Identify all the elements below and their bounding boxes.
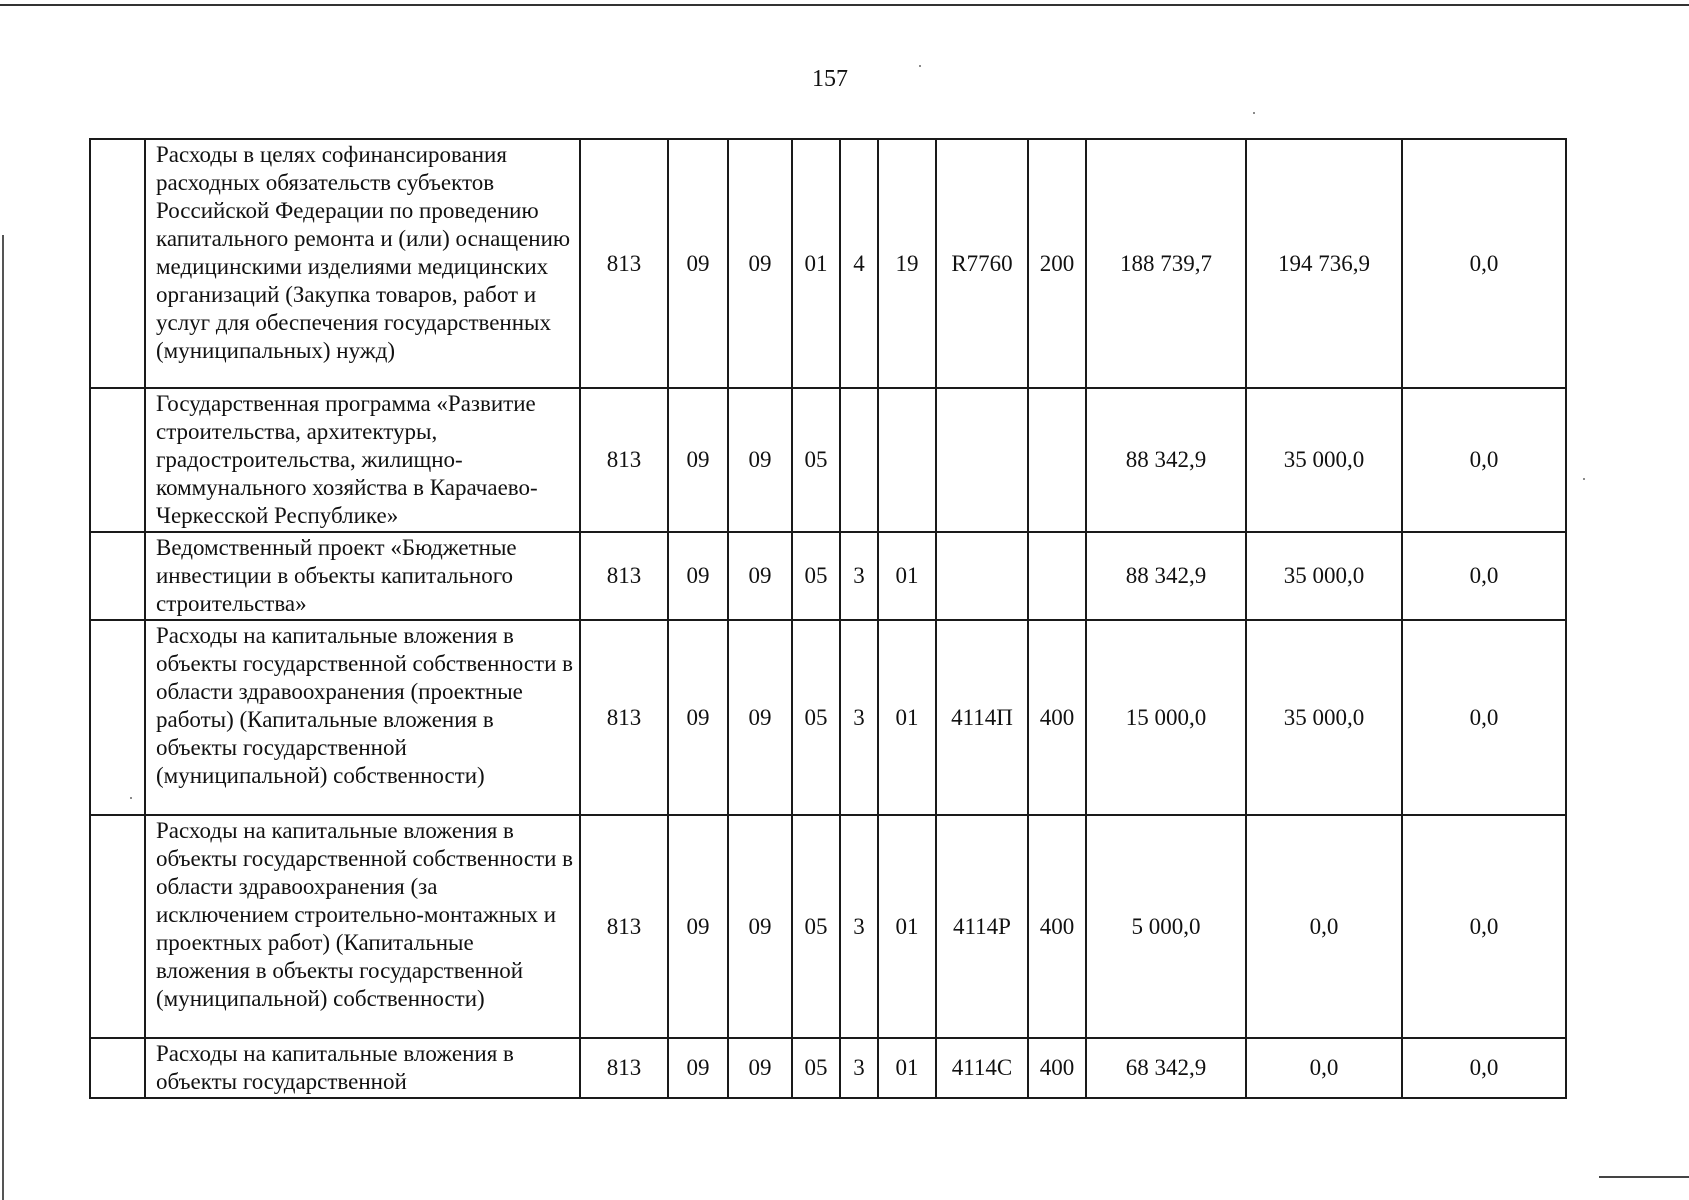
cell-program: 05 — [792, 1038, 840, 1098]
cell-program: 05 — [792, 388, 840, 532]
cell-ministry-code: 813 — [580, 815, 668, 1038]
cell-amount-3: 0,0 — [1402, 620, 1566, 815]
cell-direction: 4114С — [936, 1038, 1028, 1098]
cell-project — [878, 388, 936, 532]
expense-name: Расходы на капитальные вложения в объекты государственной — [145, 1038, 580, 1098]
cell-amount-1: 88 342,9 — [1086, 388, 1246, 532]
cell-section: 09 — [668, 388, 728, 532]
cell-amount-2: 194 736,9 — [1246, 139, 1402, 388]
cell-amount-3: 0,0 — [1402, 815, 1566, 1038]
table-row — [90, 815, 1566, 1038]
table-row — [90, 532, 1566, 620]
budget-table — [89, 138, 1567, 1099]
cell-section: 09 — [668, 532, 728, 620]
cell-program: 01 — [792, 139, 840, 388]
scan-edge-bottom-right — [1599, 1176, 1689, 1178]
cell-amount-2: 35 000,0 — [1246, 388, 1402, 532]
cell-subsection: 09 — [728, 1038, 792, 1098]
cell-amount-1: 188 739,7 — [1086, 139, 1246, 388]
cell-amount-3: 0,0 — [1402, 1038, 1566, 1098]
cell-expense-type: 400 — [1028, 1038, 1086, 1098]
row-number-cell — [90, 815, 145, 1038]
cell-project: 01 — [878, 1038, 936, 1098]
cell-ministry-code: 813 — [580, 620, 668, 815]
expense-name: Государственная программа «Развитие строительства, архитектуры, градостроительства, жилищно-коммунального хозяйства в Карачаево-Черкесской Республике» — [145, 388, 580, 532]
scan-speck — [919, 65, 921, 67]
scan-speck — [1583, 478, 1585, 480]
row-number-cell — [90, 139, 145, 388]
cell-expense-type — [1028, 388, 1086, 532]
cell-section: 09 — [668, 815, 728, 1038]
cell-section: 09 — [668, 139, 728, 388]
cell-direction — [936, 532, 1028, 620]
cell-direction — [936, 388, 1028, 532]
table-row — [90, 620, 1566, 815]
cell-amount-1: 5 000,0 — [1086, 815, 1246, 1038]
cell-amount-2: 35 000,0 — [1246, 532, 1402, 620]
cell-amount-1: 68 342,9 — [1086, 1038, 1246, 1098]
cell-section: 09 — [668, 1038, 728, 1098]
cell-program: 05 — [792, 620, 840, 815]
row-number-cell — [90, 620, 145, 815]
scan-speck — [1253, 112, 1255, 114]
row-number-cell — [90, 1038, 145, 1098]
cell-amount-1: 88 342,9 — [1086, 532, 1246, 620]
cell-ministry-code: 813 — [580, 139, 668, 388]
cell-program-type: 3 — [840, 1038, 878, 1098]
scan-edge-top — [0, 4, 1689, 6]
cell-subsection: 09 — [728, 620, 792, 815]
expense-name: Ведомственный проект «Бюджетные инвестиции в объекты капитального строительства» — [145, 532, 580, 620]
row-number-cell — [90, 532, 145, 620]
row-number-cell — [90, 388, 145, 532]
cell-subsection: 09 — [728, 388, 792, 532]
cell-direction: 4114Р — [936, 815, 1028, 1038]
cell-program-type: 3 — [840, 532, 878, 620]
cell-expense-type — [1028, 532, 1086, 620]
cell-project: 01 — [878, 815, 936, 1038]
cell-amount-2: 0,0 — [1246, 1038, 1402, 1098]
cell-program: 05 — [792, 532, 840, 620]
cell-project: 01 — [878, 532, 936, 620]
page-number: 157 — [812, 66, 848, 92]
cell-direction: 4114П — [936, 620, 1028, 815]
cell-ministry-code: 813 — [580, 1038, 668, 1098]
cell-project: 19 — [878, 139, 936, 388]
table-row — [90, 1038, 1566, 1098]
cell-direction: R7760 — [936, 139, 1028, 388]
expense-name: Расходы на капитальные вложения в объекты государственной собственности в области здравоохранения (за исключением строительно-монтажных и проектных работ) (Капитальные вложения в объекты государственной (муниципальной) собственности) — [145, 815, 580, 1038]
cell-program-type: 3 — [840, 815, 878, 1038]
cell-amount-3: 0,0 — [1402, 532, 1566, 620]
cell-ministry-code: 813 — [580, 532, 668, 620]
cell-ministry-code: 813 — [580, 388, 668, 532]
cell-expense-type: 400 — [1028, 620, 1086, 815]
cell-amount-2: 35 000,0 — [1246, 620, 1402, 815]
table-row — [90, 388, 1566, 532]
cell-program-type — [840, 388, 878, 532]
cell-amount-3: 0,0 — [1402, 139, 1566, 388]
cell-program-type: 3 — [840, 620, 878, 815]
cell-amount-2: 0,0 — [1246, 815, 1402, 1038]
cell-program-type: 4 — [840, 139, 878, 388]
cell-section: 09 — [668, 620, 728, 815]
cell-project: 01 — [878, 620, 936, 815]
expense-name: Расходы в целях софинансирования расходных обязательств субъектов Российской Федерации по проведению капитального ремонта и (или) оснащению медицинскими изделиями медицинских организаций (Закупка товаров, работ и услуг для обеспечения государственных (муниципальных) нужд) — [145, 139, 580, 388]
cell-subsection: 09 — [728, 815, 792, 1038]
cell-program: 05 — [792, 815, 840, 1038]
cell-subsection: 09 — [728, 139, 792, 388]
cell-amount-1: 15 000,0 — [1086, 620, 1246, 815]
cell-subsection: 09 — [728, 532, 792, 620]
expense-name: Расходы на капитальные вложения в объекты государственной собственности в области здравоохранения (проектные работы) (Капитальные вложения в объекты государственной (муниципальной) собственности) — [145, 620, 580, 815]
scan-edge-left — [2, 235, 4, 1200]
cell-amount-3: 0,0 — [1402, 388, 1566, 532]
cell-expense-type: 200 — [1028, 139, 1086, 388]
cell-expense-type: 400 — [1028, 815, 1086, 1038]
table-row — [90, 139, 1566, 388]
